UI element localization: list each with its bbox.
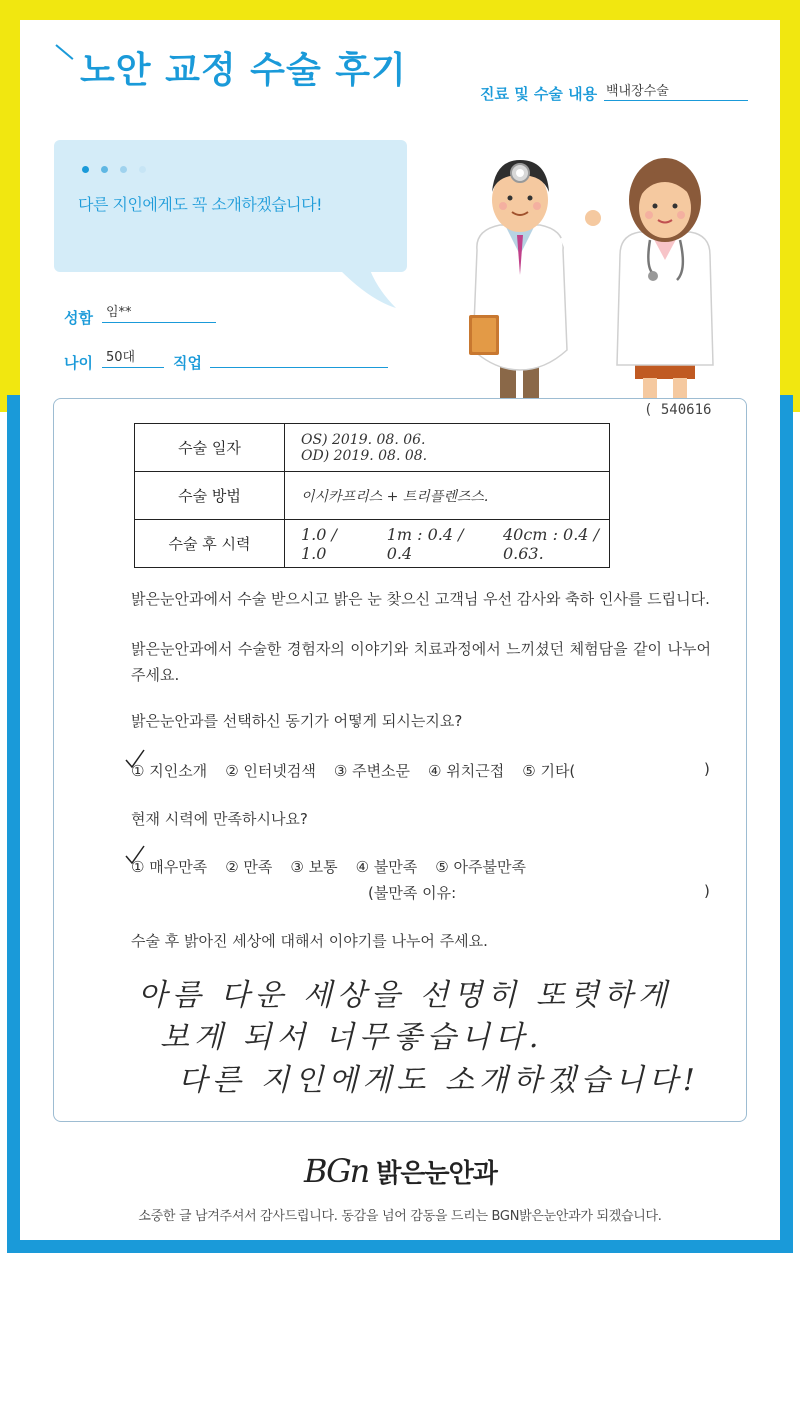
q2-option: ② 만족 (225, 858, 273, 876)
date-od: OD) 2019. 08. 08. (301, 447, 428, 464)
q2-close-paren: ) (704, 882, 710, 900)
doctors-illustration (455, 140, 755, 400)
method-value: 이시카프리스 + 트리플렌즈스. (285, 472, 610, 520)
vision-values (301, 525, 609, 563)
bubble-dot (101, 166, 108, 173)
bubble-text: 다른 지인에게도 꼭 소개하겠습니다! (78, 195, 323, 214)
vision-near: 40cm : 0.4 / 0.63. (502, 524, 599, 563)
q2-option: ③ 보통 (290, 858, 338, 876)
treatment-value: 백내장수술 (604, 80, 748, 101)
page-title: 노안 교정 수술 후기 (80, 50, 407, 91)
checkmark-icon (124, 748, 146, 770)
age-field: 50대 (102, 346, 164, 368)
female-doctor-figure (617, 158, 713, 400)
vision-label: 수술 후 시력 (135, 520, 285, 568)
handwritten-answer-line: 보게 되서 너무좋습니다. (160, 1020, 544, 1055)
question-2: 현재 시력에 만족하시나요? (131, 810, 308, 828)
question-1: 밝은눈안과를 선택하신 동기가 어떻게 되시는지요? (131, 712, 463, 730)
date-value (285, 424, 610, 472)
speech-bubble-tail (330, 270, 400, 310)
q1-option: ① 지인소개 (131, 762, 208, 780)
question-3: 수술 후 밝아진 세상에 대해서 이야기를 나누어 주세요. (131, 932, 488, 950)
handwritten-answer-line: 다른 지인에게도 소개하겠습니다! (178, 1063, 700, 1098)
q2-option: ⑤ 아주불만족 (435, 858, 526, 876)
vision-value (285, 520, 610, 568)
date-os: OS) 2019. 08. 06. (301, 431, 426, 448)
logo-name: 밝은눈안과 (376, 1158, 497, 1189)
q2-option: ① 매우만족 (131, 858, 208, 876)
intro-paragraph-1: 밝은눈안과에서 수술 받으시고 밝은 눈 찾으신 고객님 우선 감사와 축하 인사를 드립니다. (131, 590, 710, 608)
treatment-label: 진료 및 수술 내용 (480, 85, 598, 103)
table-row (135, 424, 610, 472)
name-label: 성함 (64, 309, 93, 327)
age-label: 나이 (64, 354, 93, 372)
vision-mid: 1m : 0.4 / 0.4 (386, 524, 464, 563)
bubble-dots (82, 166, 146, 173)
table-row (135, 520, 610, 568)
intro-paragraph-2: 밝은눈안과에서 수술한 경험자의 이야기와 치료과정에서 느끼셨던 체험담을 같이 나누어주세요. (131, 640, 711, 684)
q1-options (131, 760, 711, 781)
logo-mark: BGn (304, 1152, 369, 1190)
q1-option: ② 인터넷검색 (225, 762, 316, 780)
record-number-stamp: ( 540616 (644, 402, 712, 418)
q1-option: ③ 주변소문 (333, 762, 411, 780)
job-label: 직업 (173, 354, 202, 372)
bubble-dot (120, 166, 127, 173)
job-field (210, 346, 388, 368)
vision-far: 1.0 / 1.0 (301, 524, 337, 563)
bubble-dot (82, 166, 89, 173)
date-label: 수술 일자 (135, 424, 285, 472)
bubble-dot (139, 166, 146, 173)
clinic-logo (304, 1152, 497, 1190)
surgery-info-table (134, 423, 610, 568)
q1-close-paren: ) (704, 760, 710, 778)
q2-reason: (불만족 이유: (368, 884, 457, 902)
male-doctor-figure (469, 160, 601, 400)
q2-option: ④ 불만족 (355, 858, 418, 876)
handwritten-answer-line: 아름 다운 세상을 선명히 또렷하게 (138, 978, 672, 1013)
table-row (135, 472, 610, 520)
method-label: 수술 방법 (135, 472, 285, 520)
name-field: 임** (102, 301, 216, 323)
q2-options (131, 856, 711, 877)
checkmark-icon (124, 844, 146, 866)
q1-option: ⑤ 기타( (522, 762, 576, 780)
footer-message: 소중한 글 남겨주셔서 감사드립니다. 동감을 넘어 감동을 드리는 BGN밝은눈안과가 되겠습니다. (138, 1209, 662, 1224)
q1-option: ④ 위치근접 (428, 762, 505, 780)
